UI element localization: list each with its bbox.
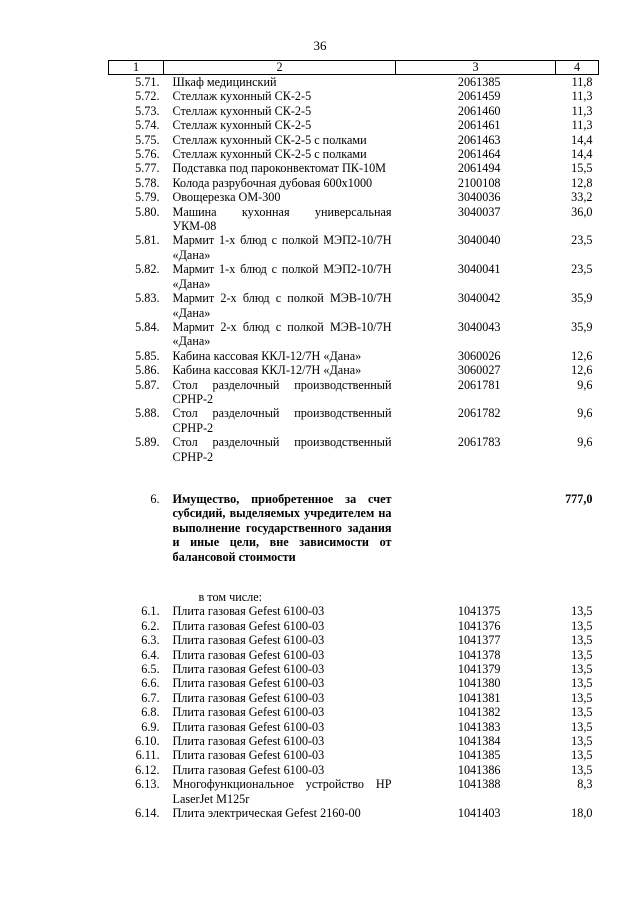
item-name: Кабина кассовая ККЛ-12/7Н «Дана» [172,348,362,363]
subheading-text: в том числе: [198,590,263,604]
item-name: Стол разделочный производственный СРНР-2 [172,377,392,406]
item-value: 13,5 [571,705,593,720]
table-row [109,118,599,132]
item-number: 6.13. [135,777,160,792]
item-name: Стеллаж кухонный СК-2-5 с полками [172,147,367,162]
item-number: 5.85. [135,348,160,363]
item-name: Стол разделочный производственный СРНР-2 [172,435,392,464]
item-value: 15,5 [571,161,593,176]
table-body [109,75,599,821]
item-name: Машина кухонная универсальная УКМ-08 [172,204,392,234]
table-row [109,604,599,618]
table-row [109,133,599,147]
item-name: Мармит 2-х блюд с полкой МЭВ-10/7Н «Дана» [172,319,392,349]
inventory-code: 1041377 [457,633,501,648]
table-row [109,648,599,662]
inventory-code: 3060026 [457,348,501,363]
table-row [109,777,599,806]
item-value: 11,3 [571,118,593,133]
item-name: Мармит 1-х блюд с полкой МЭП2-10/7Н «Дана» [172,233,392,262]
inventory-code: 3040036 [457,190,501,205]
item-number: 5.86. [135,363,160,378]
item-name: Плита газовая Gefest 6100-03 [172,705,325,720]
inventory-code: 1041376 [457,618,501,633]
item-number: 5.79. [135,190,160,205]
table-row [109,676,599,690]
inventory-code: 3040042 [457,291,501,306]
table-row [109,176,599,190]
item-value: 12,8 [571,175,593,190]
item-value: 23,5 [571,262,593,277]
item-value: 8,3 [577,777,593,792]
item-value: 13,5 [571,604,593,619]
item-number: 5.77. [135,161,160,176]
section-total: 777,0 [565,491,593,506]
table-row [109,190,599,204]
item-number: 6.7. [141,690,160,705]
item-name: Стеллаж кухонный СК-2-5 [172,103,312,118]
inventory-code: 2061781 [457,377,501,392]
table-row [109,633,599,647]
section-number: 6. [150,491,160,506]
item-number: 6.5. [141,662,160,677]
inventory-code: 2061459 [457,89,501,104]
inventory-table [108,60,599,821]
table-row [109,147,599,161]
table-row [109,720,599,734]
inventory-code: 1041379 [457,662,501,677]
inventory-code: 2061782 [457,406,501,421]
table-row [109,233,599,262]
inventory-code: 1041403 [457,806,501,821]
item-value: 11,3 [571,89,593,104]
item-name: Плита газовая Gefest 6100-03 [172,762,325,777]
column-header-2: 2 [164,61,396,75]
item-number: 5.73. [135,103,160,118]
inventory-code: 1041380 [457,676,501,691]
item-name: Плита газовая Gefest 6100-03 [172,662,325,677]
item-value: 18,0 [571,806,593,821]
table-row [109,161,599,175]
table-row [109,662,599,676]
item-number: 6.3. [141,633,160,648]
inventory-code: 1041381 [457,690,501,705]
item-number: 6.6. [141,676,160,691]
inventory-code: 2061385 [457,75,501,89]
table-row [109,205,599,234]
item-number: 5.89. [135,435,160,450]
item-name: Колода разрубочная дубовая 600x1000 [172,175,373,190]
table-row [109,75,599,90]
section-code-empty [396,464,556,590]
item-value: 13,5 [571,662,593,677]
inventory-code: 3040043 [457,319,501,334]
item-number: 5.87. [135,377,160,392]
item-value: 13,5 [571,719,593,734]
item-value: 9,6 [577,435,593,450]
inventory-code: 1041375 [457,604,501,619]
item-name: Плита газовая Gefest 6100-03 [172,690,325,705]
item-number: 6.10. [135,734,160,749]
item-number: 5.74. [135,118,160,133]
column-header-3: 3 [396,61,556,75]
item-number: 6.9. [141,719,160,734]
inventory-code: 2061463 [457,132,501,147]
item-name: Плита газовая Gefest 6100-03 [172,719,325,734]
inventory-code: 1041383 [457,719,501,734]
inventory-code: 3040041 [457,262,501,277]
item-value: 9,6 [577,406,593,421]
table-row [109,104,599,118]
inventory-code: 3040037 [457,204,501,219]
item-number: 5.88. [135,406,160,421]
item-number: 6.8. [141,705,160,720]
item-value: 11,3 [571,103,593,118]
table-row [109,691,599,705]
item-number: 6.14. [135,806,160,821]
item-name: Плита газовая Gefest 6100-03 [172,676,325,691]
inventory-code: 2100108 [457,175,501,190]
item-value: 14,4 [571,132,593,147]
item-name: Плита газовая Gefest 6100-03 [172,647,325,662]
item-value: 12,6 [571,348,593,363]
inventory-code: 1041382 [457,705,501,720]
item-name: Плита газовая Gefest 6100-03 [172,748,325,763]
inventory-code: 1041385 [457,748,501,763]
item-value: 33,2 [571,190,593,205]
item-value: 13,5 [571,676,593,691]
table-row [109,363,599,377]
item-name: Стеллаж кухонный СК-2-5 [172,89,312,104]
item-value: 11,8 [571,75,593,89]
item-value: 23,5 [571,233,593,248]
item-name: Мармит 1-х блюд с полкой МЭП2-10/7Н «Дана» [172,262,392,291]
table-row [109,291,599,320]
item-name: Мармит 2-х блюд с полкой МЭВ-10/7Н «Дана» [172,291,392,320]
table-row [109,262,599,291]
page-number: 36 [313,38,327,53]
item-number: 5.78. [135,175,160,190]
item-name: Стол разделочный производственный СРНР-2 [172,406,392,435]
table-row [109,406,599,435]
item-value: 13,5 [571,647,593,662]
table-row [109,806,599,820]
item-value: 13,5 [571,748,593,763]
inventory-code: 2061461 [457,118,501,133]
item-value: 35,9 [571,319,593,334]
item-number: 5.83. [135,291,160,306]
item-number: 5.71. [135,75,160,89]
table-row [109,435,599,464]
table-row [109,748,599,762]
inventory-code: 1041388 [457,777,501,792]
inventory-code: 1041386 [457,762,501,777]
table-row [109,89,599,103]
inventory-code: 2061494 [457,161,501,176]
table-row [109,349,599,363]
table-header-row [109,61,599,75]
item-value: 9,6 [577,377,593,392]
section-title: Имущество, приобретенное за счет субсидий, выделяемых учредителем на выполнение государственного задания и иные цели, вне зависимости от балансовой стоимости [172,491,392,564]
item-name: Плита газовая Gefest 6100-03 [172,604,325,619]
section-row [109,464,599,590]
item-name: Подставка под пароконвектомат ПК-10М [172,161,387,176]
item-value: 12,6 [571,363,593,378]
item-number: 5.80. [135,204,160,219]
item-name: Плита газовая Gefest 6100-03 [172,734,325,749]
subheading-spacer [109,590,164,604]
item-number: 5.76. [135,147,160,162]
table-row [109,378,599,407]
item-number: 6.11. [135,748,160,763]
item-value: 36,0 [571,204,593,219]
item-number: 6.1. [141,604,160,619]
item-value: 13,5 [571,690,593,705]
item-name: Плита электрическая Gefest 2160-00 [172,806,361,821]
table-row [109,705,599,719]
table-row [109,320,599,349]
inventory-code: 1041384 [457,734,501,749]
item-name: Шкаф медицинский [172,75,277,89]
item-value: 35,9 [571,291,593,306]
item-name: Плита газовая Gefest 6100-03 [172,633,325,648]
item-number: 6.2. [141,618,160,633]
item-name: Многофункциональное устройство HP LaserJet M125r [172,777,392,806]
item-number: 5.72. [135,89,160,104]
item-value: 13,5 [571,633,593,648]
item-number: 6.12. [135,762,160,777]
inventory-code: 1041378 [457,647,501,662]
subheading-row [109,590,599,604]
item-name: Стеллаж кухонный СК-2-5 [172,118,312,133]
item-value: 13,5 [571,618,593,633]
item-number: 5.81. [135,233,160,248]
table-row [109,619,599,633]
column-header-4: 4 [556,61,599,75]
item-value: 13,5 [571,762,593,777]
item-name: Кабина кассовая ККЛ-12/7Н «Дана» [172,363,362,378]
item-value: 14,4 [571,147,593,162]
item-name: Плита газовая Gefest 6100-03 [172,618,325,633]
inventory-code: 3040040 [457,233,501,248]
inventory-code: 2061464 [457,147,501,162]
inventory-code: 2061783 [457,435,501,450]
item-number: 5.82. [135,262,160,277]
inventory-code: 3060027 [457,363,501,378]
column-header-1: 1 [109,61,164,75]
item-value: 13,5 [571,734,593,749]
item-number: 6.4. [141,647,160,662]
table-row [109,734,599,748]
item-number: 5.84. [135,319,160,334]
inventory-code: 2061460 [457,103,501,118]
item-name: Овощерезка ОМ-300 [172,190,281,205]
item-number: 5.75. [135,132,160,147]
table-row [109,763,599,777]
item-name: Стеллаж кухонный СК-2-5 с полками [172,132,367,147]
